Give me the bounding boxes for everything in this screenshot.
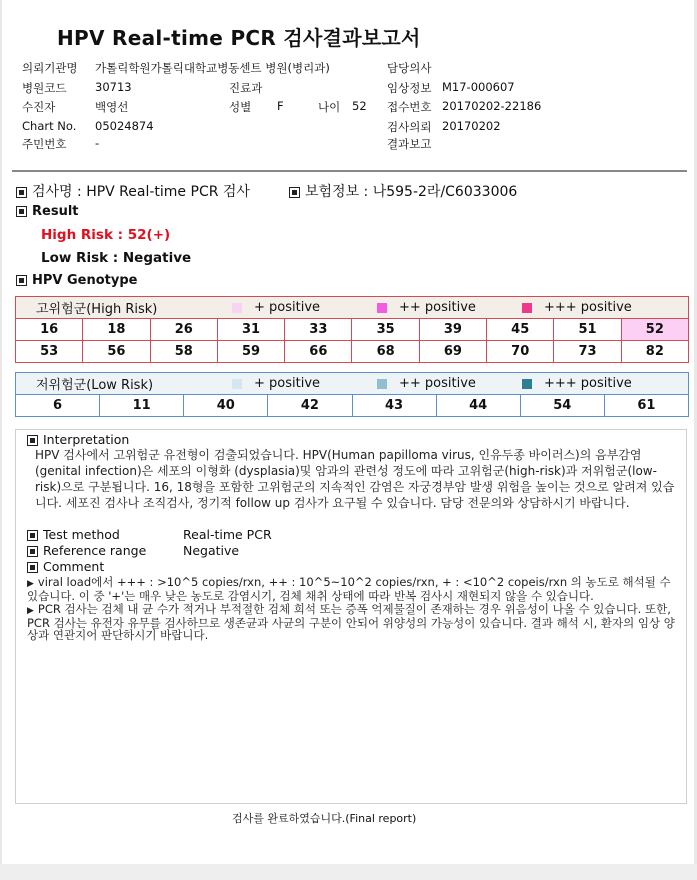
legend-plus-plus: ++ positive	[377, 300, 522, 315]
high-risk-row-1	[16, 319, 689, 341]
legend-plus: + positive	[232, 376, 377, 391]
sex-label: 성별	[229, 100, 252, 114]
insurance-info	[289, 181, 517, 201]
legend-swatch	[232, 303, 242, 313]
genotype-cell: 6	[16, 395, 100, 417]
test-name	[16, 181, 250, 201]
section-divider	[12, 170, 687, 172]
test-method-label: Test method	[27, 527, 120, 542]
sex-value: F	[277, 99, 284, 113]
genotype-cell: 59	[217, 341, 284, 363]
genotype-cell: 82	[621, 341, 688, 363]
comment-line-1: ▶ viral load에서 +++ : >10^5 copies/rxn, ++ : 10^5~10^2 copies/rxn, + : <10^2 copeis/rxn 의 농도로 해석될 수 있습니다. 이 중 '+'는 매우 낮은 농도로 감염시기, 검체 채취 상태에 따라 반복 검사시 재현되지 않을 수 있습니다.	[27, 575, 671, 603]
final-report-text: 검사를 완료하였습니다.(Final report)	[232, 812, 417, 825]
reference-range-value: Negative	[183, 543, 240, 558]
genotype-cell: 26	[150, 319, 217, 341]
genotype-cell: 70	[487, 341, 554, 363]
genotype-cell: 40	[184, 395, 268, 417]
test-method-value: Real-time PCR	[183, 527, 272, 542]
genotype-cell: 56	[83, 341, 150, 363]
legend-swatch	[377, 379, 387, 389]
report-title: HPV Real-time PCR 검사결과보고서	[57, 26, 421, 50]
genotype-cell: 61	[604, 395, 688, 417]
high-risk-genotype-table	[15, 296, 689, 363]
genotype-cell: 51	[554, 319, 621, 341]
genotype-heading: HPV Genotype	[16, 273, 137, 288]
genotype-cell: 33	[285, 319, 352, 341]
patient-label: 수진자	[22, 100, 56, 114]
legend-swatch	[522, 379, 532, 389]
insurance-text: 보험정보 : 나595-2라/C6033006	[305, 184, 518, 200]
genotype-cell: 45	[487, 319, 554, 341]
legend-plus-plus-plus: +++ positive	[522, 300, 667, 315]
genotype-cell: 39	[419, 319, 486, 341]
genotype-cell: 11	[100, 395, 184, 417]
legend-plus: + positive	[232, 300, 377, 315]
checkbox-icon	[16, 275, 27, 286]
genotype-cell: 69	[419, 341, 486, 363]
genotype-cell: 53	[16, 341, 83, 363]
genotype-cell: 66	[285, 341, 352, 363]
resident-label: 주민번호	[22, 137, 67, 151]
doctor-label: 담당의사	[387, 61, 432, 75]
genotype-cell: 44	[436, 395, 520, 417]
checkbox-icon	[27, 562, 38, 573]
genotype-cell: 16	[16, 319, 83, 341]
receipt-value: 20170202-22186	[442, 99, 542, 113]
interpretation-text: HPV 검사에서 고위험군 유전형이 검출되었습니다. HPV(Human papilloma virus, 인유두종 바이러스)의 음부감염(genital infection)은 세포의 이형화 (dysplasia)및 암과의 관련성 정도에 따라 고위험군(high-risk)과 저위험군(low-risk)으로 구분됩니다. 16, 18형을 포함한 고위험군의 지속적인 감염은 자궁경부암 발생 위험을 높이는 것으로 알려져 있습니다. 세포진 검사나 조직검사, 정기적 follow up 검사가 요구될 수 있습니다. 담당 전문의와 상담하시기 바랍니다.	[35, 448, 675, 510]
comment-heading: Comment	[27, 559, 104, 574]
high-risk-legend-row	[16, 297, 689, 319]
legend-swatch	[522, 303, 532, 313]
clinical-info-label: 임상정보	[387, 81, 432, 95]
low-risk-result: Low Risk : Negative	[41, 250, 192, 266]
age-label: 나이	[318, 100, 341, 114]
report-label: 결과보고	[387, 137, 432, 151]
genotype-cell: 35	[352, 319, 419, 341]
low-risk-row	[16, 395, 689, 417]
interpretation-heading: Interpretation	[27, 432, 129, 447]
result-heading: Result	[16, 204, 79, 219]
department-label: 진료과	[229, 81, 263, 95]
genotype-cell: 31	[217, 319, 284, 341]
high-risk-result: High Risk : 52(+)	[41, 227, 171, 243]
genotype-cell: 54	[520, 395, 604, 417]
patient-value: 백영선	[95, 100, 129, 114]
chart-label: Chart No.	[22, 119, 77, 133]
low-risk-legend-row	[16, 373, 689, 395]
high-risk-title: 고위험군(High Risk)	[36, 302, 158, 317]
checkbox-icon	[16, 187, 27, 198]
request-value: 20170202	[442, 119, 501, 133]
chart-value: 05024874	[95, 119, 154, 133]
legend-plus-plus: ++ positive	[377, 376, 522, 391]
legend-swatch	[232, 379, 242, 389]
low-risk-title: 저위험군(Low Risk)	[36, 378, 154, 393]
genotype-cell: 68	[352, 341, 419, 363]
receipt-label: 접수번호	[387, 100, 432, 114]
institution-label: 의뢰기관명	[22, 61, 78, 75]
checkbox-icon	[27, 546, 38, 557]
legend-swatch	[377, 303, 387, 313]
checkbox-icon	[27, 435, 38, 446]
genotype-cell: 43	[352, 395, 436, 417]
low-risk-genotype-table	[15, 372, 689, 417]
checkbox-icon	[16, 206, 27, 217]
hospital-code-label: 병원코드	[22, 81, 67, 95]
bullet-triangle-icon: ▶	[27, 579, 34, 589]
comment-line-2: ▶ PCR 검사는 검체 내 균 수가 적거나 부적절한 검체 희석 또는 증폭 억제물질이 존재하는 경우 위음성이 나올 수 있습니다. 또한, PCR 검사는 유전자 유무를 검사하므로 생존균과 사균의 구분이 안되어 위양성의 가능성이 있습니다. 결과 해석 시, 환자의 임상 양상과 연관지어 판단하시기 바랍니다.	[27, 602, 675, 642]
genotype-cell: 18	[83, 319, 150, 341]
bullet-triangle-icon: ▶	[27, 606, 34, 616]
high-risk-row-2	[16, 341, 689, 363]
request-label: 검사의뢰	[387, 120, 432, 134]
genotype-cell: 58	[150, 341, 217, 363]
checkbox-icon	[27, 530, 38, 541]
frame-bottom	[0, 864, 697, 880]
hospital-code-value: 30713	[95, 80, 132, 94]
genotype-cell: 73	[554, 341, 621, 363]
institution-value: 가톨릭학원가톨릭대학교병동센트 병원(병리과)	[95, 61, 330, 75]
test-name-text: 검사명 : HPV Real-time PCR 검사	[32, 184, 250, 200]
legend-plus-plus-plus: +++ positive	[522, 376, 667, 391]
clinical-info-value: M17-000607	[442, 80, 515, 94]
frame-left	[0, 0, 2, 880]
genotype-cell: 42	[268, 395, 352, 417]
reference-range-label: Reference range	[27, 543, 146, 558]
genotype-cell-positive: 52	[621, 319, 688, 341]
checkbox-icon	[289, 187, 300, 198]
age-value: 52	[352, 99, 367, 113]
resident-value: -	[95, 136, 100, 150]
